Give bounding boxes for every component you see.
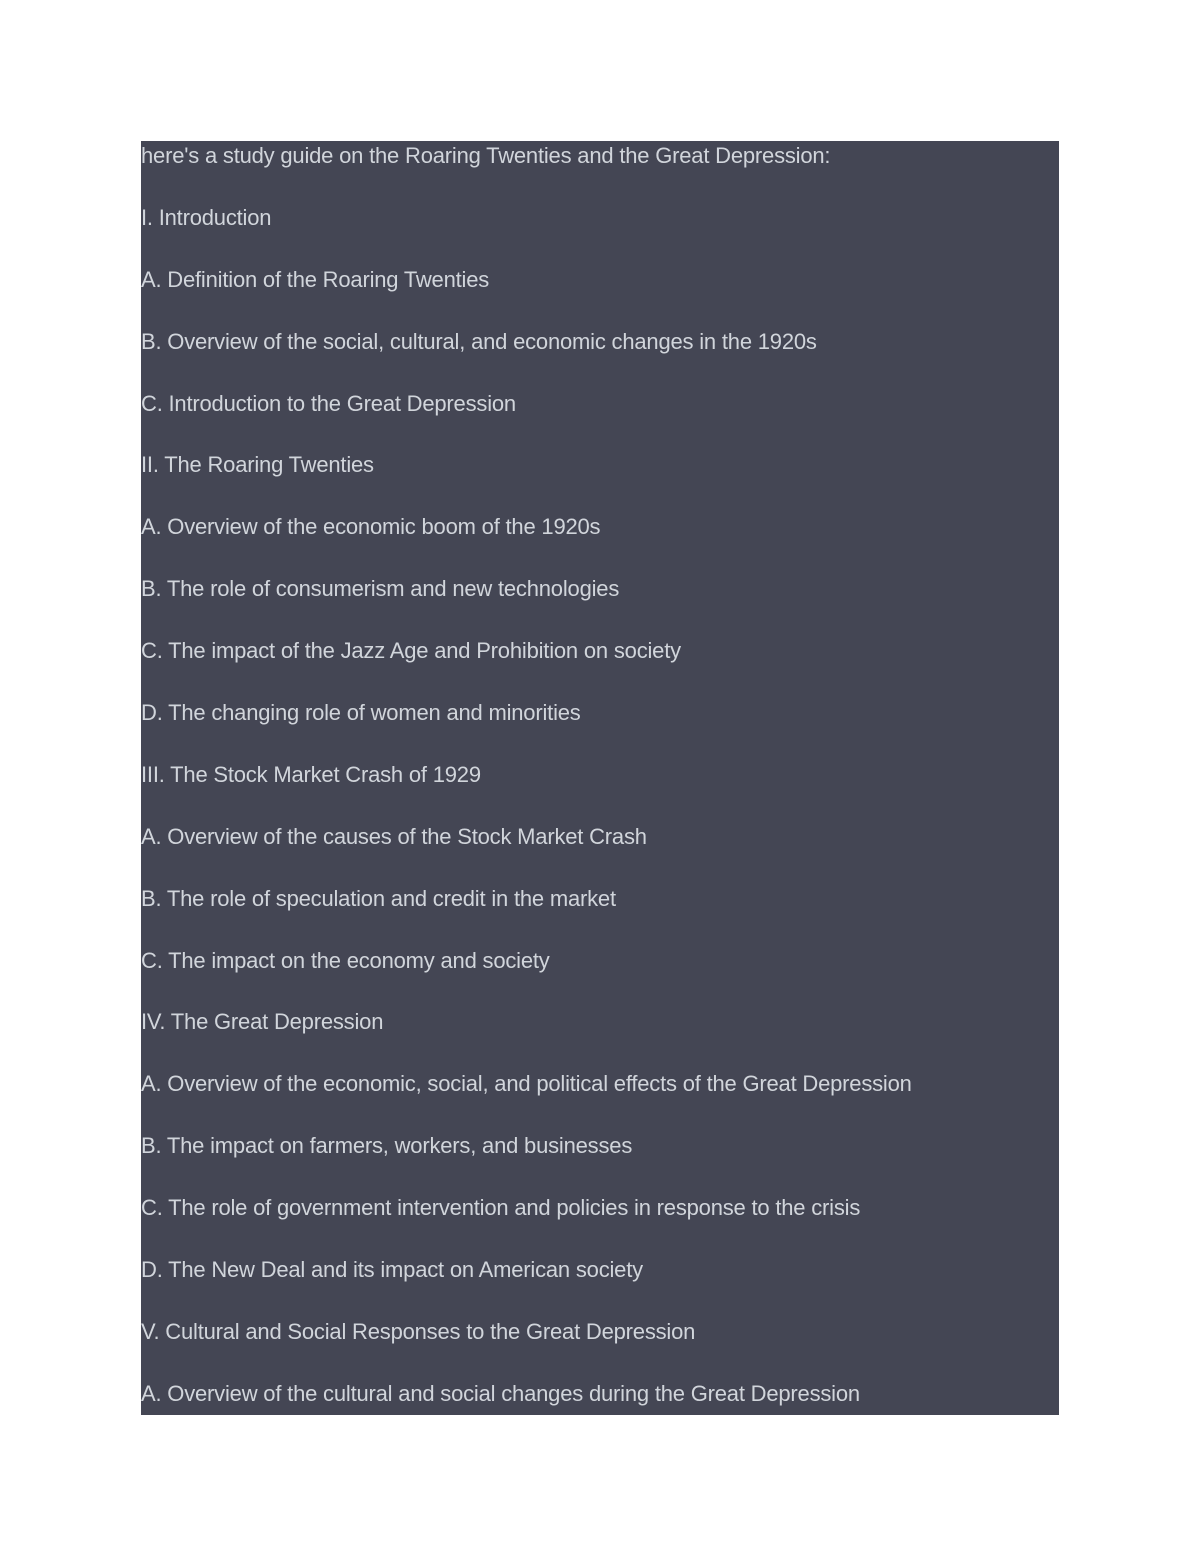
- outline-item: D. The changing role of women and minorities: [141, 700, 581, 726]
- outline-item: B. The role of consumerism and new technologies: [141, 576, 620, 602]
- section-heading-5: V. Cultural and Social Responses to the Great Depression: [141, 1318, 696, 1344]
- intro-sentence: here's a study guide on the Roaring Twenties and the Great Depression:: [141, 143, 831, 168]
- outline-item: B. The role of speculation and credit in the market: [141, 885, 616, 911]
- outline-item: A. Overview of the economic, social, and political effects of the Great Depression: [141, 1071, 912, 1097]
- outline-item: B. The impact on farmers, workers, and businesses: [141, 1133, 633, 1159]
- outline-item: A. Overview of the economic boom of the 1920s: [141, 514, 601, 540]
- outline-item: C. Introduction to the Great Depression: [141, 390, 516, 416]
- outline-item: D. The New Deal and its impact on American society: [141, 1257, 643, 1283]
- section-heading-4: IV. The Great Depression: [141, 1009, 384, 1035]
- outline-item: A. Overview of the causes of the Stock Market Crash: [141, 823, 647, 849]
- outline-item: C. The role of government intervention and policies in response to the crisis: [141, 1195, 861, 1221]
- outline-item: A. Overview of the cultural and social changes during the Great Depression: [141, 1380, 860, 1406]
- section-heading-3: III. The Stock Market Crash of 1929: [141, 761, 481, 787]
- study-guide-text-block: [141, 141, 1059, 1415]
- outline-item: A. Definition of the Roaring Twenties: [141, 266, 490, 292]
- outline-item: B. Overview of the social, cultural, and economic changes in the 1920s: [141, 328, 817, 354]
- section-heading-2: II. The Roaring Twenties: [141, 452, 374, 478]
- section-heading-1: I. Introduction: [141, 204, 272, 230]
- outline-item: C. The impact on the economy and society: [141, 947, 550, 973]
- outline-item: C. The impact of the Jazz Age and Prohibition on society: [141, 638, 681, 664]
